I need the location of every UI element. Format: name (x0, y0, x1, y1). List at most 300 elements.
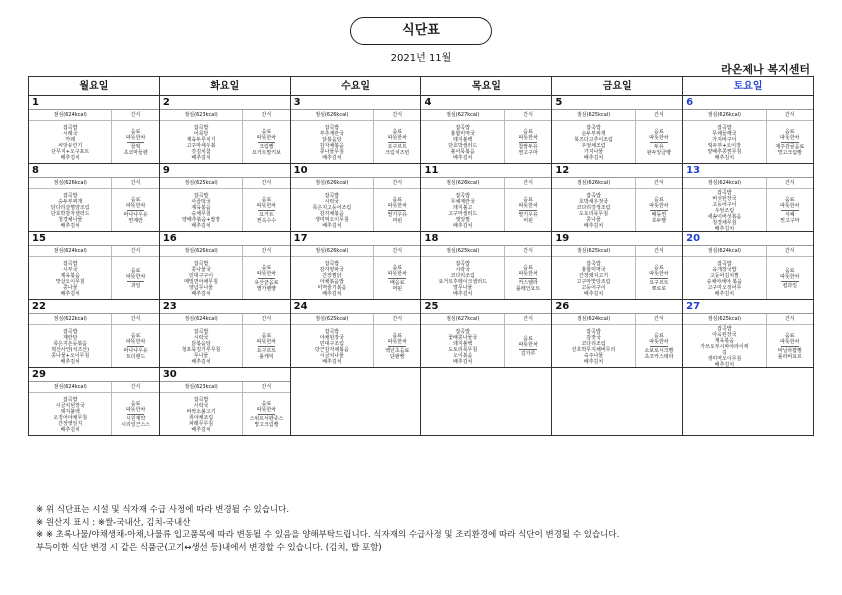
menu-item: 감자양파국 (319, 266, 344, 273)
day-number: 16 (160, 232, 290, 246)
day-number: 25 (421, 300, 551, 314)
snack-divider (127, 210, 145, 211)
menu-item: 코다리조림 (450, 272, 475, 279)
day-cell (683, 300, 814, 368)
day-cell (683, 96, 814, 164)
menu-item: 콩나물 (586, 216, 601, 223)
snack-divider (127, 142, 145, 143)
menu-item: 김 (721, 349, 727, 356)
snack-item: 따뜻한차 (256, 339, 277, 345)
menu-item: 씨앗유린기 (58, 142, 83, 149)
menu-item: 시락국 (193, 402, 209, 409)
menu-item: 돼지불백 (453, 136, 473, 143)
snack-item: 따뜻한차 (256, 135, 277, 141)
meal-labels (683, 178, 813, 189)
snack-menu (767, 121, 813, 163)
menu-item: 카레 (65, 136, 76, 143)
snack-divider (258, 142, 276, 143)
snack-label: 간식 (261, 384, 272, 390)
meal-labels (552, 246, 682, 257)
meal-labels (291, 314, 421, 325)
snack-item: 시원계약 (125, 416, 146, 422)
snack-item: 요구르트 (387, 144, 407, 150)
meal-body (160, 189, 290, 231)
meal-labels (552, 178, 682, 189)
day-cell (421, 164, 552, 232)
snack-item: 망고크림빵 (777, 150, 802, 156)
snack-item: 시리얼근스스 (121, 422, 151, 428)
menu-item: 배추김치 (322, 222, 342, 229)
meal-body (29, 325, 159, 367)
menu-item: 돼지불백 (60, 408, 80, 415)
snack-divider (388, 278, 406, 279)
lunch-menu (160, 121, 243, 163)
lunch-menu (291, 189, 374, 231)
menu-item: 닭볶음탕 (322, 136, 342, 143)
meal-calendar (28, 76, 814, 436)
snack-label: 간식 (261, 112, 272, 118)
day-number: 23 (160, 300, 290, 314)
menu-item: 미역줄기볶음 (317, 284, 347, 291)
calendar-body (29, 96, 814, 436)
snack-item: 단팥빵 (390, 354, 405, 360)
meal-labels (29, 178, 159, 189)
day-content (29, 96, 159, 163)
day-content (291, 164, 421, 231)
snack-divider (519, 210, 537, 211)
lunch-menu (552, 121, 635, 163)
day-number: 24 (291, 300, 421, 314)
lunch-label: 점심(624kcal) (552, 314, 635, 324)
day-cell (552, 164, 683, 232)
snack-item: 뽀로로 (651, 286, 667, 292)
menu-item: 잡곡밥 (455, 260, 470, 267)
snack-item: 따뜻한차 (518, 342, 538, 348)
menu-item: 버섯된장국 (712, 195, 737, 202)
lunch-menu (552, 325, 635, 367)
meal-labels (552, 314, 682, 325)
menu-item: 파래무무침 (188, 420, 214, 427)
menu-item: 고등어구이 (712, 201, 737, 208)
snack-menu (374, 257, 420, 299)
menu-item: 단호박샐러드 (448, 142, 478, 149)
snack-item: 망고크림빵 (254, 422, 279, 428)
snack-item: 음료 (261, 197, 272, 203)
snack-item: 컵과일 (782, 283, 798, 289)
snack-item: 유산균음료 (254, 280, 279, 286)
lunch-menu (29, 189, 112, 231)
empty-day-space (421, 368, 551, 435)
snack-item: 음료 (654, 197, 664, 203)
snack-label: 간식 (654, 112, 664, 118)
snack-label: 간식 (784, 112, 795, 118)
snack-item: 음료 (130, 333, 141, 339)
meal-labels (160, 314, 290, 325)
snack-item: 꿀떡 (130, 144, 141, 150)
snack-menu (243, 325, 289, 367)
meal-labels (29, 314, 159, 325)
meal-labels (683, 246, 813, 257)
snack-item: 크림치즈빈 (385, 150, 410, 156)
menu-item: 잡곡밥 (193, 328, 209, 335)
month-label: 2021년 11월 (390, 53, 452, 64)
menu-item: 잡곡밥 (324, 328, 340, 335)
snack-item: 찐고구마 (780, 218, 800, 224)
snack-divider (781, 210, 799, 211)
lunch-label: 점심(626kcal) (29, 178, 112, 188)
menu-item: 고등어김치찜 (709, 272, 739, 279)
menu-item: 갓김치참 (191, 148, 211, 155)
menu-item: 새송이버섯볶음 (707, 213, 742, 220)
snack-item: 음료 (523, 129, 533, 135)
day-number: 15 (29, 232, 159, 246)
meal-labels (160, 110, 290, 121)
snack-item: 따뜻한차 (256, 271, 277, 277)
snack-divider (127, 281, 145, 282)
menu-item: 배추김치 (714, 225, 735, 231)
snack-menu (767, 325, 813, 367)
day-number: 29 (29, 368, 159, 382)
snack-item: 따뜻한차 (387, 203, 407, 209)
meal-body (683, 189, 813, 231)
lunch-label: 점심(626kcal) (421, 178, 504, 188)
menu-item: 무채들깨국 (712, 130, 737, 137)
snack-menu (636, 325, 682, 367)
lunch-label: 점심(624kcal) (683, 178, 766, 188)
snack-item: 김가루 (520, 351, 536, 357)
day-number: 6 (683, 96, 813, 110)
snack-divider (258, 278, 276, 279)
menu-item: 생미역오이무침 (314, 216, 349, 223)
meal-body (421, 257, 551, 299)
day-content (683, 164, 813, 231)
menu-item: 바싹소불고기 (186, 408, 216, 415)
menu-item: 배추김치 (583, 154, 604, 161)
day-content (160, 300, 290, 367)
menu-item: 잡곡밥 (455, 192, 470, 199)
menu-item: 잡곡밥 (62, 396, 78, 403)
snack-label: 간식 (654, 316, 664, 322)
menu-item: 감자채볶음 (319, 210, 344, 217)
snack-label: 간식 (654, 248, 664, 254)
menu-item: 청포묵김가루무침 (181, 346, 221, 353)
meal-body (683, 121, 813, 163)
menu-item: 배추김치 (60, 426, 80, 433)
menu-item: 배추김치 (453, 290, 473, 297)
snack-item: 음료 (392, 265, 403, 271)
lunch-menu (291, 257, 374, 299)
day-cell (290, 96, 421, 164)
weekday-header: 목요일 (421, 77, 552, 96)
meal-body (29, 121, 159, 163)
menu-item: 가쓰오부시파야라이찌 (700, 343, 749, 350)
meal-body (552, 121, 682, 163)
meal-body (421, 325, 551, 367)
meal-body (29, 189, 159, 231)
snack-label: 간식 (784, 316, 795, 322)
snack-divider (127, 414, 145, 415)
menu-item: 잡곡밥 (586, 192, 601, 199)
lunch-label: 점심(626kcal) (552, 178, 635, 188)
day-number: 13 (683, 164, 813, 178)
empty-day-space (683, 368, 813, 435)
snack-item: 따뜻한차 (125, 274, 146, 280)
meal-body (291, 325, 421, 367)
weekday-header: 월요일 (29, 77, 160, 96)
menu-item: 잡곡밥 (324, 260, 340, 267)
organization-name: 라온제나 복지센터 (721, 63, 810, 76)
menu-item: 목은지고등어조림 (312, 204, 352, 211)
menu-item: 계란탕 (62, 334, 78, 341)
snack-label: 간식 (392, 248, 403, 254)
day-number: 5 (552, 96, 682, 110)
menu-item: 감자채볶음 (319, 142, 344, 149)
menu-item: 숙주나물 (583, 352, 604, 359)
snack-item: 카스텔라 (518, 280, 538, 286)
snack-label: 간식 (523, 180, 533, 186)
snack-divider (519, 278, 537, 279)
snack-item: 롤케익 (259, 354, 274, 360)
day-cell (683, 232, 814, 300)
menu-item: 제육볶음 (60, 272, 80, 279)
menu-item: 야채된장국 (319, 334, 344, 341)
lunch-label: 점심(625kcal) (683, 314, 766, 324)
menu-item: 배추김치 (714, 290, 735, 297)
day-content (291, 300, 421, 367)
menu-item: 돼지볼고 (453, 204, 473, 211)
menu-item: 잡곡밥 (455, 124, 470, 131)
snack-item: 크림빵 (259, 144, 274, 150)
menu-item: 잡곡밥 (717, 189, 732, 196)
snack-item: 따뜻한차 (649, 135, 669, 141)
menu-item: 청경채나물 (58, 216, 83, 223)
day-content (552, 300, 682, 367)
snack-item: 요거트말키보 (251, 150, 281, 156)
snack-item: 찐계란 (128, 218, 143, 224)
snack-label: 간식 (261, 180, 272, 186)
menu-item: 배추김치 (453, 358, 473, 365)
snack-menu (243, 257, 289, 299)
menu-item: 당근감자채볶음 (314, 346, 349, 353)
day-content (291, 232, 421, 299)
day-content (552, 232, 682, 299)
day-number: 2 (160, 96, 290, 110)
meal-labels (291, 178, 421, 189)
snack-item: 음료 (130, 268, 141, 274)
menu-item: 배추김치 (583, 290, 604, 297)
note-line: 부득이한 식단 변경 시 같은 식품군(고기↔생선 등)내에서 변경할 수 있습니다. (김치, 밥 포함) (36, 542, 382, 553)
lunch-menu (683, 189, 766, 231)
notes (36, 504, 619, 554)
menu-item: 청경채무침 (712, 219, 737, 226)
snack-item: 음료 (261, 333, 272, 339)
snack-menu (636, 189, 682, 231)
snack-item: 트더랜드 (125, 354, 146, 360)
day-number: 20 (683, 232, 813, 246)
snack-item: 바닐라팝빵 (777, 348, 802, 354)
empty-day-cell (290, 368, 421, 436)
day-cell (552, 300, 683, 368)
day-number: 9 (160, 164, 290, 178)
menu-item: 콩나물+오이무침 (51, 352, 90, 359)
snack-menu (374, 121, 420, 163)
empty-day-space (291, 368, 421, 435)
menu-item: 시락국 (455, 266, 470, 273)
snack-label: 간식 (130, 248, 141, 254)
meal-labels (421, 314, 551, 325)
snack-label: 간식 (784, 180, 795, 186)
meal-body (160, 393, 290, 435)
snack-menu (112, 325, 158, 367)
menu-item: 시금치된장국 (55, 402, 85, 409)
lunch-label: 점심(623kcal) (160, 110, 243, 120)
snack-item: 따뜻한차 (125, 407, 146, 413)
menu-item: 닭볶음탕 (191, 340, 211, 347)
day-content (160, 164, 290, 231)
menu-item: 배추김치 (191, 426, 211, 433)
weekday-header-row (29, 77, 814, 96)
snack-item: 식혜 (784, 212, 795, 218)
snack-item: 완두앙금빵 (646, 150, 672, 156)
snack-item: 따뜻한차 (125, 203, 146, 209)
day-content (291, 96, 421, 163)
menu-item: 배추김치 (714, 361, 735, 367)
weekday-header: 금요일 (552, 77, 683, 96)
week-row (29, 164, 814, 232)
menu-item: 고구마새우볶 (186, 142, 216, 149)
snack-menu (505, 257, 551, 299)
day-content (683, 232, 813, 299)
menu-item: 배추김치 (322, 290, 342, 297)
lunch-label: 점심(626kcal) (291, 110, 374, 120)
day-cell (29, 300, 160, 368)
menu-item: 메밀면야채무침 (184, 278, 218, 285)
menu-item: 시락국 (193, 334, 209, 341)
snack-item: 따뜻한차 (780, 274, 800, 280)
menu-item: 배추김치 (191, 222, 211, 229)
snack-menu (767, 257, 813, 299)
snack-label: 간식 (261, 316, 272, 322)
snack-item: 요구르트 (649, 280, 669, 286)
menu-item: 홍합미역국 (450, 130, 475, 137)
snack-item: 따뜻한차 (125, 339, 146, 345)
week-row (29, 232, 814, 300)
snack-item: 음료 (654, 333, 664, 339)
snack-divider (388, 210, 406, 211)
snack-label: 간식 (784, 248, 795, 254)
day-content (552, 164, 682, 231)
meal-body (160, 325, 290, 367)
day-cell (290, 300, 421, 368)
lunch-menu (421, 121, 504, 163)
menu-item: 잡곡밥 (455, 328, 470, 335)
meal-body (291, 121, 421, 163)
snack-item: 음료 (523, 265, 533, 271)
menu-item: 콩나물무침 (319, 148, 344, 155)
menu-item: 배추김치 (60, 154, 80, 161)
snack-item: 음료 (261, 401, 272, 407)
day-cell (159, 96, 290, 164)
day-content (683, 300, 813, 367)
snack-label: 간식 (130, 316, 141, 322)
snack-label: 간식 (392, 112, 403, 118)
lunch-label: 점심(626kcal) (291, 178, 374, 188)
menu-item: 잡곡밥 (193, 192, 209, 199)
day-number: 26 (552, 300, 682, 314)
lunch-menu (29, 393, 112, 435)
day-number: 17 (291, 232, 421, 246)
menu-item: 간장찜닭 (322, 272, 342, 279)
snack-item: 두유 (654, 144, 664, 150)
snack-item: 배음료 (390, 280, 405, 286)
menu-item: 배추김치 (322, 154, 342, 161)
snack-item: 음료 (784, 129, 795, 135)
snack-item: 따뜻한차 (518, 135, 538, 141)
snack-item: 음료 (130, 129, 141, 135)
menu-item: 배추김치 (322, 358, 342, 365)
snack-label: 간식 (130, 384, 141, 390)
day-cell (421, 232, 552, 300)
lunch-label: 점심(625kcal) (552, 246, 635, 256)
lunch-menu (160, 257, 243, 299)
weekday-header: 화요일 (159, 77, 290, 96)
snack-divider (258, 210, 276, 211)
week-row (29, 96, 814, 164)
snack-divider (781, 142, 799, 143)
snack-menu (243, 189, 289, 231)
meal-labels (291, 246, 421, 257)
lunch-menu (683, 257, 766, 299)
day-number: 1 (29, 96, 159, 110)
empty-day-cell (683, 368, 814, 436)
day-cell (683, 164, 814, 232)
menu-item: 고등어구이 (581, 284, 606, 291)
snack-item: 머핀 (523, 218, 533, 224)
menu-item: 열무나물 (453, 284, 473, 291)
menu-item: 호박새우젓국 (579, 198, 609, 205)
weekday-header: 토요일 (683, 77, 814, 96)
day-cell (159, 232, 290, 300)
day-content (683, 96, 813, 163)
day-content (29, 164, 159, 231)
lunch-menu (160, 189, 243, 231)
snack-divider (650, 278, 668, 279)
snack-divider (650, 346, 668, 347)
menu-item: 제육두루치기 (186, 136, 216, 143)
page-title: 식단표 (350, 17, 492, 45)
snack-divider (388, 142, 406, 143)
meal-body (421, 121, 551, 163)
snack-divider (519, 349, 537, 350)
menu-item: 배추김치 (453, 222, 473, 229)
meal-body (160, 121, 290, 163)
lunch-label: 점심(625kcal) (160, 178, 243, 188)
meal-labels (291, 110, 421, 121)
menu-item: 목은지돈등볶음 (53, 340, 88, 347)
day-number: 18 (421, 232, 551, 246)
snack-item: 따뜻한차 (518, 271, 538, 277)
day-content (160, 232, 290, 299)
day-content (552, 96, 682, 163)
snack-item: 바나나우유 (123, 212, 148, 218)
menu-item: 북즈다고추이조림 (574, 136, 613, 143)
snack-label: 간식 (392, 316, 403, 322)
snack-menu (767, 189, 813, 231)
snack-label: 간식 (523, 316, 533, 322)
day-content (421, 96, 551, 163)
lunch-menu (291, 325, 374, 367)
meal-labels (160, 178, 290, 189)
